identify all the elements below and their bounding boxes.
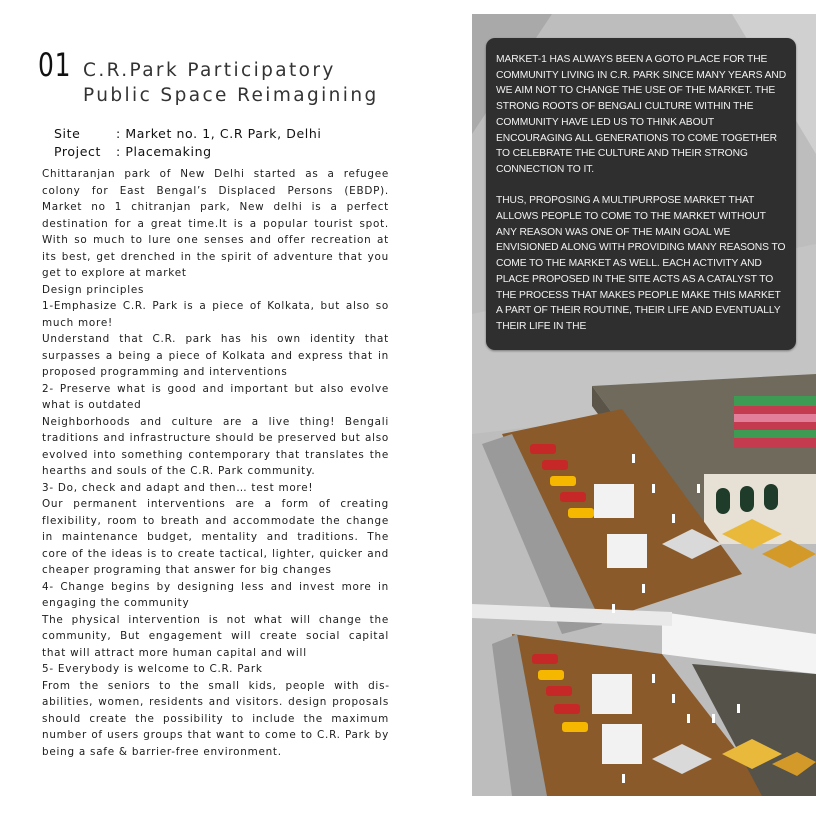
principle-1-heading: 1-Emphasize C.R. Park is a piece of Kolkata, but also so much more! — [42, 300, 389, 329]
callout-paragraph-2: THUS, PROPOSING A MULTIPURPOSE MARKET THAT ALLOWS PEOPLE TO COME TO THE MARKET WITHOUT ANY REASON WAS ONE OF THE MAIN GOAL WE ENVISIONED ALONG WITH PROVIDING MANY REASONS TO COME TO THE MARKET AS WELL. EACH ACTIVITY AND PLACE PROPOSED IN THE SITE ACTS AS A CATALYST TO THE PROCESS THAT MAKES PEOPLE MAKE THIS MARKET A PART OF THEIR ROUTINE, THEIR LIFE AND EVENTUALLY THEIR LIFE IN THE — [496, 195, 786, 332]
callout-paragraph-1: MARKET-1 HAS ALWAYS BEEN A GOTO PLACE FOR THE COMMUNITY LIVING IN C.R. PARK SINCE MANY YEARS AND WE AIM NOT TO CHANGE THE USE OF THE MARKET. THE STRONG ROOTS OF BENGALI CULTURE WITHIN THE COMMUNITY HAVE LED US TO THINK ABOUT ENCOURAGING ALL GENERATIONS TO COME TOGETHER TO CELEBRATE THE CULTURE AND THEIR STRONG CONNECTION TO IT. — [496, 54, 787, 175]
principle-3-text: Our permanent interventions are a form of creating flexibility, room to breath and accommodate the change in maintenance budget, mentality and traditions. The core of the ideas is to create tactical, lighter, quicker and cheaper programing that answer for big changes — [42, 498, 389, 576]
meta-key: Site — [54, 126, 81, 141]
page-title — [83, 58, 379, 108]
meta-row-project — [54, 143, 321, 161]
meta-key: Project — [54, 144, 101, 159]
intro-paragraph: Chittaranjan park of New Delhi started as a refugee colony for East Bengal’s Displaced Persons (EBDP). Market no 1 chitranjan park, New delhi is a perfect destination for a great time.It is a popular tourist spot. With so much to lure one senses and offer recreation at its best, get drenched in the spirit of adventure that you get to explore at market — [42, 168, 389, 279]
description-callout — [486, 38, 796, 350]
project-meta — [54, 125, 321, 161]
principle-2-heading: 2- Preserve what is good and important but also evolve what is outdated — [42, 382, 389, 411]
meta-row-site — [54, 125, 321, 143]
principles-heading: Design principles — [42, 283, 145, 296]
principle-1-text: Understand that C.R. park has his own identity that surpasses a being a piece of Kolkata and express that in proposed programming and interventions — [42, 333, 389, 378]
principle-4-text: The physical intervention is not what will change the community, But engagement will create social capital that will attract more human capital and will — [42, 613, 389, 659]
section-number: 01 — [38, 46, 72, 84]
title-line-1: C.R.Park Participatory — [83, 60, 336, 81]
principle-2-text: Neighborhoods and culture are a live thing! Bengali traditions and infrastructure should be preserved but also evolved into something contemporary that translates the hearths and souls of the C.R. Park community. — [42, 415, 389, 477]
meta-value: : Placemaking — [116, 144, 212, 159]
principle-4-heading: 4- Change begins by designing less and invest more in engaging the community — [42, 580, 389, 609]
title-line-2: Public Space Reimagining — [83, 85, 379, 106]
principle-5-heading: 5- Everybody is welcome to C.R. Park — [42, 663, 263, 675]
meta-value: : Market no. 1, C.R Park, Delhi — [116, 126, 322, 141]
body-text — [42, 166, 389, 760]
principle-5-text: From the seniors to the small kids, people with disabilities, women, residents and visitors. design proposals should create the possibility to include the maximum number of users groups that want to come to C.R. Park by being a safe & barrier-free environment. — [42, 679, 389, 758]
principle-3-heading: 3- Do, check and adapt and then… test more! — [42, 481, 314, 494]
